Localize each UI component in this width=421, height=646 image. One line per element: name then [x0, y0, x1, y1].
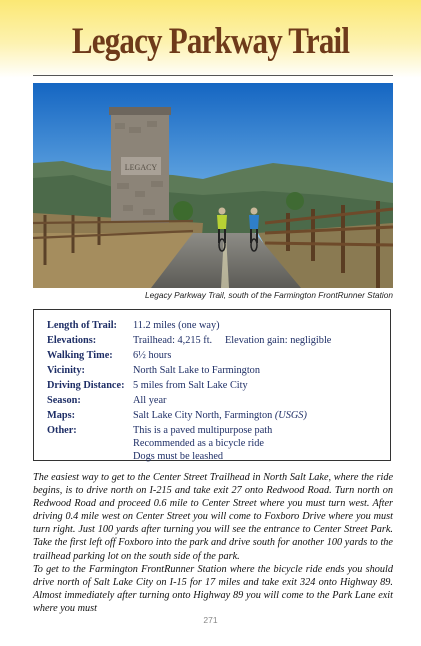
info-value: This is a paved multipurpose path [133, 425, 273, 436]
trail-photo [33, 83, 393, 288]
info-value: 11.2 miles (one way) [133, 320, 220, 331]
info-label: Vicinity: [47, 365, 85, 376]
title-rule [33, 75, 393, 76]
photo-caption: Legacy Parkway Trail, south of the Farmington FrontRunner Station [145, 290, 393, 300]
info-label: Length of Trail: [47, 320, 117, 331]
info-value [133, 409, 307, 422]
info-value: All year [133, 395, 167, 406]
monument-label: LEGACY [124, 163, 158, 172]
page-title: Legacy Parkway Trail [71, 21, 350, 62]
info-label: Maps: [47, 410, 76, 421]
info-value: 6½ hours [133, 350, 172, 361]
info-value-group [133, 424, 272, 463]
info-value: 5 miles from Salt Lake City [133, 380, 248, 391]
info-value: North Salt Lake to Farmington [133, 365, 260, 376]
info-value: Trailhead: 4,215 ft. Elevation gain: negligible [133, 335, 332, 346]
info-label: Season: [47, 395, 81, 406]
info-value: Dogs must be leashed [133, 451, 224, 462]
page-number: 271 [203, 615, 218, 625]
info-label: Driving Distance: [47, 380, 125, 391]
paragraph-directions-2: To get to the Farmington FrontRunner Station where the bicycle ride ends you should drive north of Salt Lake City on I-15 for 17 miles and take exit 324 onto Highway 89. Almost immediately after turning onto Highway 89 you will come to the Park Lane exit where you must [33, 564, 393, 615]
info-label: Other: [47, 425, 77, 436]
paragraph-directions-1: The easiest way to get to the Center Street Trailhead in North Salt Lake, where the ride begins, is to drive north on I-215 and take exit 27 onto Redwood Road. Turn north on Redwood Road and proceed 0.6 mile to Center Street where you must turn west. After driving 0.4 mile west on Center Street you will come to Foxboro Drive where you must turn right. Just 100 yards after turning you will see the entrance to Center Street Park. Take the first left off Foxboro into the park and drive south for another 100 yards to the trailhead parking lot on the south side of the park. [33, 472, 393, 562]
maps-names: Salt Lake City North, Farmington [133, 410, 273, 421]
trail-info-box [33, 309, 391, 461]
maps-source: (USGS) [274, 410, 307, 421]
info-label: Walking Time: [47, 350, 113, 361]
info-value: Recommended as a bicycle ride [133, 438, 264, 449]
info-label: Elevations: [47, 335, 97, 346]
